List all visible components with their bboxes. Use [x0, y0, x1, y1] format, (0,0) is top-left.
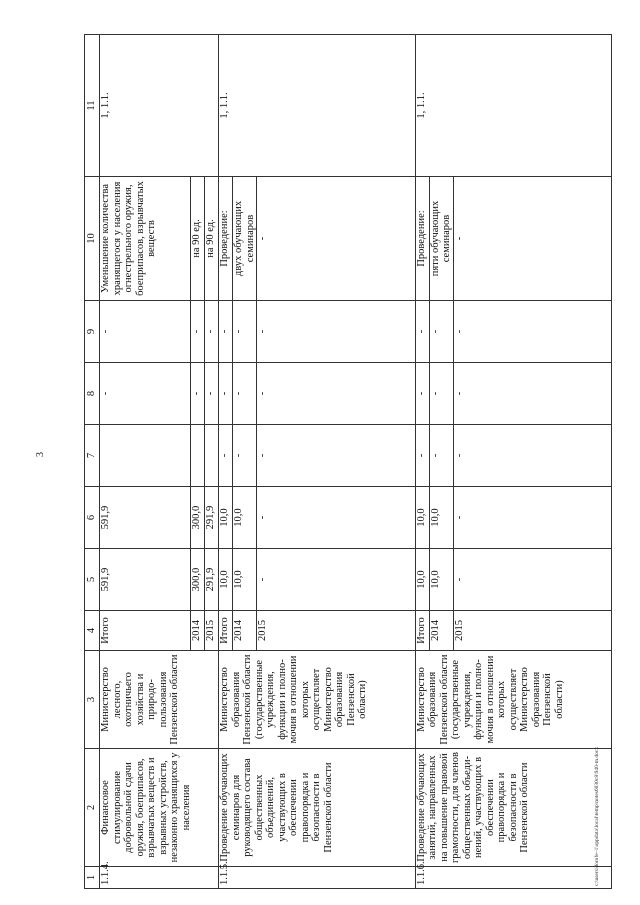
value-cell — [191, 425, 205, 487]
value-cell: 10,0 — [233, 487, 257, 549]
value-cell: - — [257, 301, 415, 363]
executor: Министерство образования Пензенской области (государственные учреждения, функции и полно-мочия в отношении которых осуществляет Министерство образования Пензенской области) — [415, 651, 611, 749]
measure-number: 1.1.6. — [415, 867, 611, 889]
measures-table — [84, 34, 612, 889]
value-cell: - — [100, 301, 191, 363]
value-cell: - — [205, 363, 219, 425]
value-cell: 300,0 — [191, 549, 205, 611]
year-cell: 2014 — [429, 611, 453, 651]
indicator-cell: Проведение: — [415, 177, 429, 301]
value-cell: 591,9 — [100, 549, 191, 611]
executor: Министерство образования Пензенской области (государственные учреждения, функции и полно-мочия в отношении которых осуществляет Министерство образования Пензенской области) — [219, 651, 415, 749]
indicator-cell: пяти обучающих семинаров — [429, 177, 453, 301]
indicator-cell: Проведение: — [219, 177, 233, 301]
value-cell: - — [205, 301, 219, 363]
value-cell — [100, 425, 191, 487]
table-row — [100, 35, 191, 889]
value-cell: - — [453, 487, 611, 549]
column-header: 7 — [85, 425, 100, 487]
year-cell: Итого — [219, 611, 233, 651]
value-cell: - — [233, 363, 257, 425]
rotated-table-wrapper — [84, 35, 612, 889]
value-cell: 10,0 — [429, 549, 453, 611]
value-cell: 10,0 — [415, 487, 429, 549]
reference-cell: 1, 1.1. — [219, 35, 415, 177]
column-number-row — [85, 35, 100, 889]
indicator-cell: - — [453, 177, 611, 301]
indicator-cell: на 90 ед. — [191, 177, 205, 301]
value-cell: - — [257, 487, 415, 549]
executor: Министерство лесного, охотничьего хозяйства и природо-пользования Пензенской области — [100, 651, 219, 749]
table-row — [219, 35, 233, 889]
value-cell: - — [453, 425, 611, 487]
measure-name: Проведение обучающих занятий, направленных на повышение правовой грамотности, для членов общественных объеди-нений, участвующих в обеспечении правопорядка и безопасности в Пензенской области — [415, 749, 611, 867]
value-cell: - — [233, 425, 257, 487]
indicator-cell: - — [257, 177, 415, 301]
value-cell: - — [429, 301, 453, 363]
value-cell: - — [100, 363, 191, 425]
year-cell: Итого — [415, 611, 429, 651]
value-cell: - — [415, 363, 429, 425]
year-cell: 2015 — [453, 611, 611, 651]
value-cell: - — [257, 549, 415, 611]
value-cell: 300,0 — [191, 487, 205, 549]
value-cell: 291,9 — [205, 549, 219, 611]
value-cell: - — [219, 301, 233, 363]
value-cell: - — [233, 301, 257, 363]
value-cell: - — [219, 425, 233, 487]
page-number: 3 — [35, 452, 46, 457]
measure-number: 1.1.4. — [100, 867, 219, 889]
reference-cell: 1, 1.1. — [100, 35, 219, 177]
value-cell: 10,0 — [415, 549, 429, 611]
column-header: 3 — [85, 651, 100, 749]
footer-file-path: c:\users\dorofe~1\appdata\local\temp\notes6030c8\940-m.docx — [594, 746, 600, 886]
measure-number: 1.1.5. — [219, 867, 415, 889]
value-cell: - — [257, 425, 415, 487]
measure-name: Проведение обучающих семинаров для руководящего состава общественных объединений, участвующих в обеспечении правопорядка и безопасности в Пензенской области — [219, 749, 415, 867]
value-cell: 291,9 — [205, 487, 219, 549]
year-cell: 2015 — [257, 611, 415, 651]
value-cell: 10,0 — [233, 549, 257, 611]
value-cell: - — [191, 363, 205, 425]
value-cell: - — [415, 301, 429, 363]
value-cell: - — [415, 425, 429, 487]
value-cell: 10,0 — [219, 549, 233, 611]
value-cell: - — [453, 301, 611, 363]
value-cell: - — [429, 425, 453, 487]
column-header: 6 — [85, 487, 100, 549]
column-header: 11 — [85, 35, 100, 177]
value-cell: 10,0 — [219, 487, 233, 549]
column-header: 8 — [85, 363, 100, 425]
value-cell: - — [453, 549, 611, 611]
column-header: 4 — [85, 611, 100, 651]
value-cell: 10,0 — [429, 487, 453, 549]
value-cell: - — [257, 363, 415, 425]
year-cell: Итого — [100, 611, 191, 651]
year-cell: 2014 — [233, 611, 257, 651]
value-cell: - — [429, 363, 453, 425]
indicator-cell: Уменьшение количества хранящегося у населения огнестрельного оружия, боеприпасов, взрывчатых веществ — [100, 177, 191, 301]
year-cell: 2014 — [191, 611, 205, 651]
value-cell: - — [191, 301, 205, 363]
indicator-cell: на 90 ед. — [205, 177, 219, 301]
year-cell: 2015 — [205, 611, 219, 651]
value-cell — [205, 425, 219, 487]
value-cell: - — [219, 363, 233, 425]
reference-cell: 1, 1.1. — [415, 35, 611, 177]
column-header: 10 — [85, 177, 100, 301]
value-cell: - — [453, 363, 611, 425]
column-header: 9 — [85, 301, 100, 363]
column-header: 2 — [85, 749, 100, 867]
table-row — [415, 35, 429, 889]
indicator-cell: двух обучающих семинаров — [233, 177, 257, 301]
measure-name: Финансовое стимулирование добровольной сдачи оружия, боеприпасов, взрывчатых веществ и взрывных устройств, незаконно хранящихся у населения — [100, 749, 219, 867]
column-header: 1 — [85, 867, 100, 889]
value-cell: 591,9 — [100, 487, 191, 549]
column-header: 5 — [85, 549, 100, 611]
